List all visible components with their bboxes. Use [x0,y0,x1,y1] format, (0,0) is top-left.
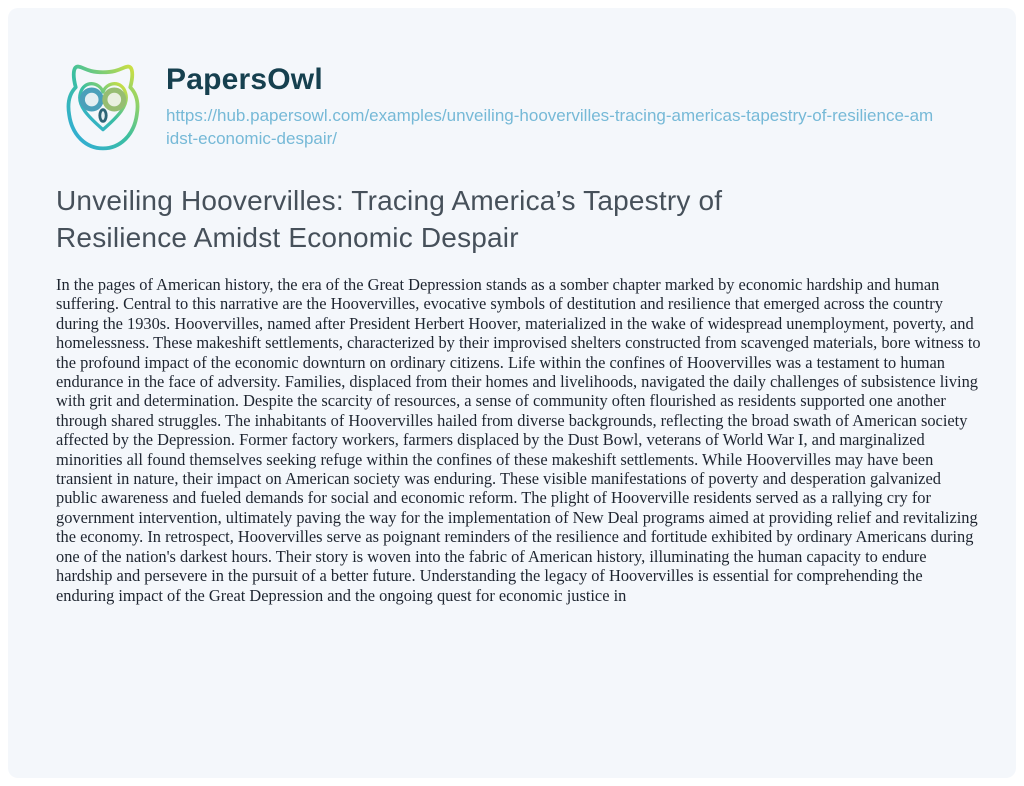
source-url-link[interactable]: https://hub.papersowl.com/examples/unveiling-hoovervilles-tracing-americas-tapestry-of-resilience-amidst-economic-despair/ [166,106,934,148]
article-title: Unveiling Hoovervilles: Tracing America’s Tapestry of Resilience Amidst Economic Despair [56,185,723,253]
brand-column [166,58,934,150]
header [56,58,968,158]
article-body: In the pages of American history, the era of the Great Depression stands as a somber chapter marked by economic hardship and human suffering. Central to this narrative are the Hoovervilles, evocative symbols of destitution and resilience that emerged across the country during the 1930s. Hoovervilles, named after President Herbert Hoover, materialized in the wake of widespread unemployment, poverty, and homelessness. These makeshift settlements, characterized by their improvised shelters constructed from scavenged materials, bore witness to the profound impact of the economic downturn on ordinary citizens. Life within the confines of Hoovervilles was a testament to human endurance in the face of adversity. Families, displaced from their homes and livelihoods, navigated the daily challenges of subsistence living with grit and determination. Despite the scarcity of resources, a sense of community often flourished as residents supported one another through shared struggles. The inhabitants of Hoovervilles hailed from diverse backgrounds, reflecting the broad swath of American society affected by the Depression. Former factory workers, farmers displaced by the Dust Bowl, veterans of World War I, and marginalized minorities all found themselves seeking refuge within the confines of these makeshift settlements. While Hoovervilles may have been transient in nature, their impact on American society was enduring. These visible manifestations of poverty and desperation galvanized public awareness and fueled demands for social and economic reform. The plight of Hooverville residents served as a rallying cry for government intervention, ultimately paving the way for the implementation of New Deal programs aimed at providing relief and revitalizing the economy. In retrospect, Hoovervilles serve as poignant reminders of the resilience and fortitude exhibited by ordinary Americans during one of the nation's darkest hours. Their story is woven into the fabric of American history, illuminating the human capacity to endure hardship and persevere in the pursuit of a better future. Understanding the legacy of Hoovervilles is essential for comprehending the enduring impact of the Great Depression and the ongoing quest for economic justice in [56,275,981,605]
owl-right-eye [105,90,124,109]
owl-beak [100,110,106,122]
owl-left-eye [82,90,101,109]
owl-icon [56,58,150,158]
document-sheet [8,8,1016,778]
papersowl-logo [56,58,150,158]
brand-name: PapersOwl [166,63,323,96]
